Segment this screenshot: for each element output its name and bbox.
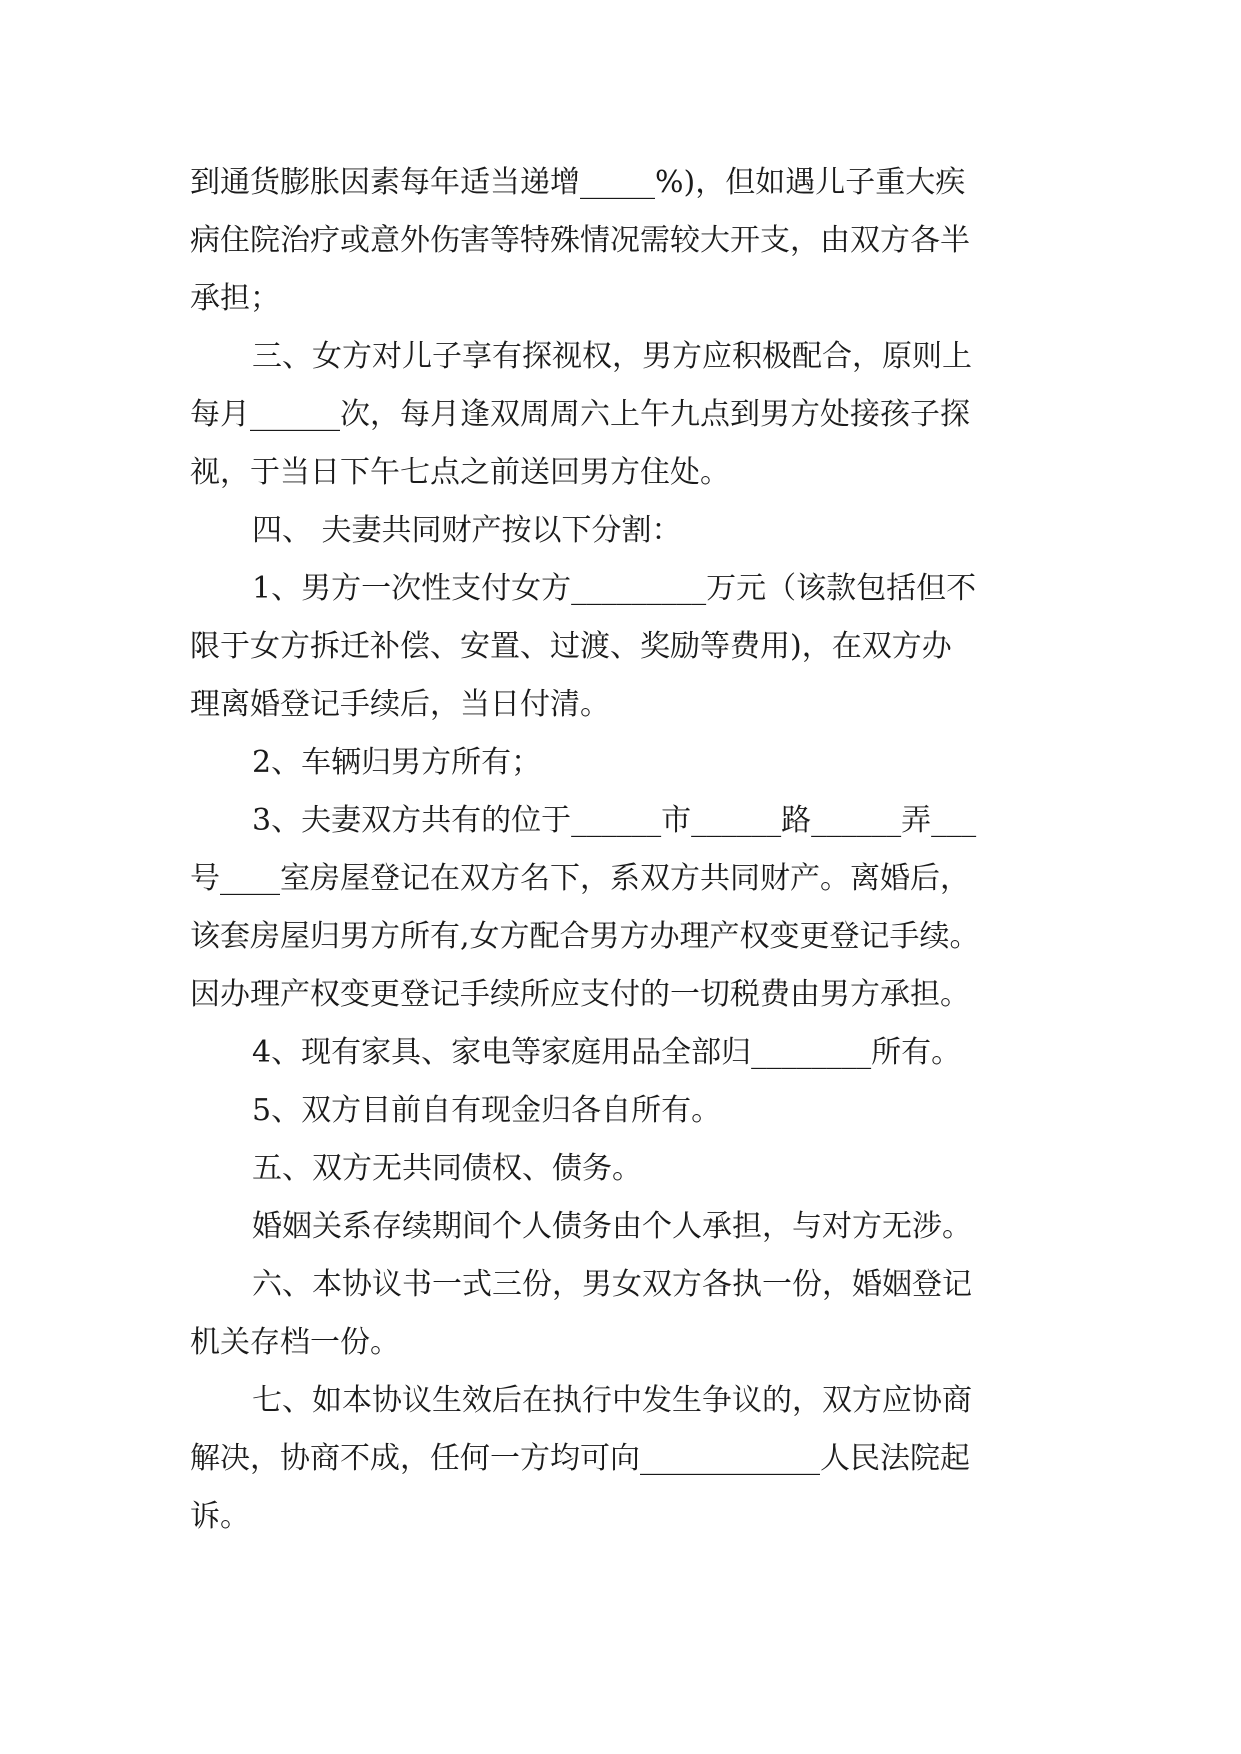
text-line: 5、双方目前自有现金归各自所有。 xyxy=(252,1093,722,1128)
text-line: 四、 夫妻共同财产按以下分割： xyxy=(252,513,682,548)
text-line: 三、女方对儿子享有探视权，男方应积极配合，原则上 xyxy=(252,339,972,374)
text-line: 病住院治疗或意外伤害等特殊情况需较大开支，由双方各半 xyxy=(190,223,970,258)
text-line: 诉。 xyxy=(190,1499,250,1534)
text-line: 号____室房屋登记在双方名下，系双方共同财产。离婚后， xyxy=(190,861,970,896)
text-line: 因办理产权变更登记手续所应支付的一切税费由男方承担。 xyxy=(190,977,970,1012)
text-line: 五、双方无共同债权、债务。 xyxy=(252,1151,642,1186)
text-line: 3、夫妻双方共有的位于______市______路______弄___ xyxy=(252,803,977,838)
text-line: 七、如本协议生效后在执行中发生争议的，双方应协商 xyxy=(252,1383,972,1418)
text-line: 六、本协议书一式三份，男女双方各执一份，婚姻登记 xyxy=(252,1267,972,1302)
text-line: 该套房屋归男方所有,女方配合男方办理产权变更登记手续。 xyxy=(190,919,980,954)
text-line: 视，于当日下午七点之前送回男方住处。 xyxy=(190,455,730,490)
text-line: 2、车辆归男方所有； xyxy=(252,745,542,780)
text-line: 1、男方一次性支付女方_________万元（该款包括但不 xyxy=(252,571,977,606)
text-line: 婚姻关系存续期间个人债务由个人承担，与对方无涉。 xyxy=(252,1209,972,1244)
text-line: 解决，协商不成，任何一方均可向____________人民法院起 xyxy=(190,1441,970,1476)
text-line: 理离婚登记手续后，当日付清。 xyxy=(190,687,610,722)
text-line: 每月______次，每月逢双周周六上午九点到男方处接孩子探 xyxy=(190,397,970,432)
text-line: 限于女方拆迁补偿、安置、过渡、奖励等费用)，在双方办 xyxy=(190,629,952,664)
text-line: 4、现有家具、家电等家庭用品全部归________所有。 xyxy=(252,1035,962,1070)
text-line: 机关存档一份。 xyxy=(190,1325,400,1360)
text-line: 承担； xyxy=(190,281,280,316)
text-line: 到通货膨胀因素每年适当递增_____%)，但如遇儿子重大疾 xyxy=(190,165,966,200)
